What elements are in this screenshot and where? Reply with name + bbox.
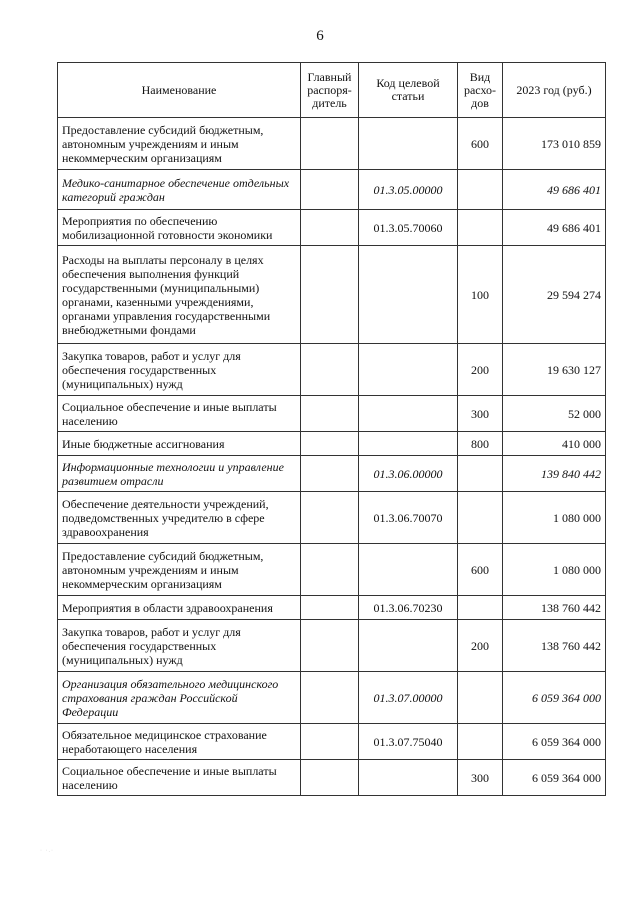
scan-artifact: · ·.· [40, 848, 54, 854]
kind-cell: 800 [458, 432, 503, 456]
code-cell: 01.3.06.70230 [359, 596, 458, 620]
name-cell: Социальное обеспечение и иные выплаты населению [58, 396, 301, 432]
main-admin-cell [301, 596, 359, 620]
name-cell: Медико-санитарное обеспечение отдельных категорий граждан [58, 170, 301, 210]
table-header-row [58, 63, 606, 118]
kind-cell: 300 [458, 760, 503, 796]
amount-cell: 6 059 364 000 [503, 724, 606, 760]
code-cell [359, 620, 458, 672]
kind-cell: 300 [458, 396, 503, 432]
table-row [58, 344, 606, 396]
amount-cell: 1 080 000 [503, 544, 606, 596]
header-amount: 2023 год (руб.) [503, 63, 606, 118]
code-cell: 01.3.05.00000 [359, 170, 458, 210]
main-admin-cell [301, 544, 359, 596]
table-row [58, 396, 606, 432]
code-cell [359, 544, 458, 596]
name-cell: Организация обязательного медицинского страхования граждан Российской Федерации [58, 672, 301, 724]
name-cell: Предоставление субсидий бюджетным, автономным учреждениям и иным некоммерческим организациям [58, 118, 301, 170]
name-cell: Предоставление субсидий бюджетным, автономным учреждениям и иным некоммерческим организациям [58, 544, 301, 596]
table-row [58, 544, 606, 596]
code-cell: 01.3.05.70060 [359, 210, 458, 246]
amount-cell: 52 000 [503, 396, 606, 432]
kind-cell: 600 [458, 544, 503, 596]
amount-cell: 29 594 274 [503, 246, 606, 344]
header-code: Код целевой статьи [359, 63, 458, 118]
code-cell [359, 246, 458, 344]
code-cell [359, 396, 458, 432]
amount-cell: 410 000 [503, 432, 606, 456]
main-admin-cell [301, 724, 359, 760]
name-cell: Мероприятия в области здравоохранения [58, 596, 301, 620]
kind-cell [458, 672, 503, 724]
table-row [58, 432, 606, 456]
code-cell [359, 344, 458, 396]
table-row [58, 170, 606, 210]
table-row [58, 246, 606, 344]
kind-cell [458, 596, 503, 620]
amount-cell: 138 760 442 [503, 620, 606, 672]
budget-table [57, 62, 606, 796]
amount-cell: 173 010 859 [503, 118, 606, 170]
header-main-admin: Главный распоря-дитель [301, 63, 359, 118]
table-row [58, 724, 606, 760]
kind-cell [458, 724, 503, 760]
main-admin-cell [301, 210, 359, 246]
code-cell: 01.3.06.70070 [359, 492, 458, 544]
main-admin-cell [301, 492, 359, 544]
table-row [58, 210, 606, 246]
kind-cell [458, 492, 503, 544]
code-cell [359, 760, 458, 796]
main-admin-cell [301, 760, 359, 796]
table-row [58, 492, 606, 544]
amount-cell: 19 630 127 [503, 344, 606, 396]
amount-cell: 1 080 000 [503, 492, 606, 544]
name-cell: Обеспечение деятельности учреждений, подведомственных учредителю в сфере здравоохранения [58, 492, 301, 544]
main-admin-cell [301, 620, 359, 672]
main-admin-cell [301, 456, 359, 492]
main-admin-cell [301, 170, 359, 210]
table-row [58, 672, 606, 724]
kind-cell [458, 170, 503, 210]
table-row [58, 760, 606, 796]
kind-cell [458, 456, 503, 492]
code-cell [359, 118, 458, 170]
main-admin-cell [301, 672, 359, 724]
header-name: Наименование [58, 63, 301, 118]
amount-cell: 6 059 364 000 [503, 672, 606, 724]
kind-cell: 600 [458, 118, 503, 170]
table-row [58, 456, 606, 492]
name-cell: Расходы на выплаты персоналу в целях обеспечения выполнения функций государственными (муниципальными) органами, казенными учреждениями, органами управления государственными внебюджетными фондами [58, 246, 301, 344]
page-number: 6 [316, 28, 324, 44]
table-body [58, 118, 606, 796]
main-admin-cell [301, 432, 359, 456]
amount-cell: 138 760 442 [503, 596, 606, 620]
amount-cell: 139 840 442 [503, 456, 606, 492]
name-cell: Обязательное медицинское страхование неработающего населения [58, 724, 301, 760]
name-cell: Информационные технологии и управление развитием отрасли [58, 456, 301, 492]
table-row [58, 620, 606, 672]
main-admin-cell [301, 396, 359, 432]
kind-cell [458, 210, 503, 246]
header-kind: Вид расхо-дов [458, 63, 503, 118]
name-cell: Закупка товаров, работ и услуг для обеспечения государственных (муниципальных) нужд [58, 620, 301, 672]
code-cell [359, 432, 458, 456]
main-admin-cell [301, 246, 359, 344]
name-cell: Иные бюджетные ассигнования [58, 432, 301, 456]
amount-cell: 49 686 401 [503, 210, 606, 246]
main-admin-cell [301, 118, 359, 170]
kind-cell: 200 [458, 620, 503, 672]
kind-cell: 200 [458, 344, 503, 396]
amount-cell: 49 686 401 [503, 170, 606, 210]
name-cell: Мероприятия по обеспечению мобилизационной готовности экономики [58, 210, 301, 246]
code-cell: 01.3.07.00000 [359, 672, 458, 724]
table-row [58, 118, 606, 170]
amount-cell: 6 059 364 000 [503, 760, 606, 796]
name-cell: Социальное обеспечение и иные выплаты населению [58, 760, 301, 796]
table-row [58, 596, 606, 620]
main-admin-cell [301, 344, 359, 396]
code-cell: 01.3.06.00000 [359, 456, 458, 492]
code-cell: 01.3.07.75040 [359, 724, 458, 760]
kind-cell: 100 [458, 246, 503, 344]
name-cell: Закупка товаров, работ и услуг для обеспечения государственных (муниципальных) нужд [58, 344, 301, 396]
